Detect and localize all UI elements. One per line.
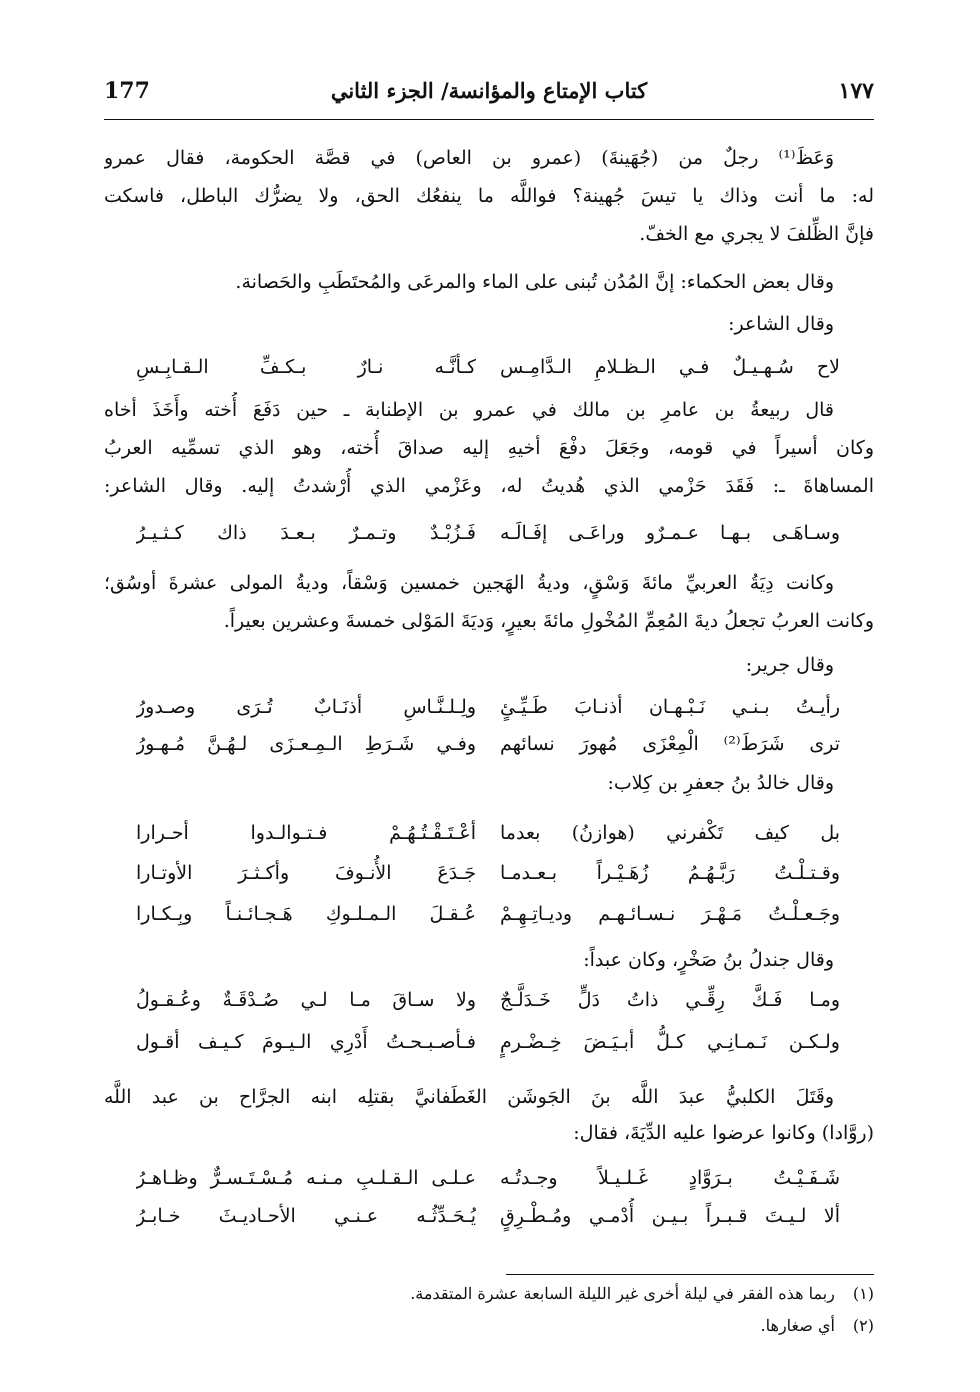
verse-line	[104, 896, 874, 932]
verse-first-hemistich: بل كيف تَكْفرني (هوازنُ) بعدما	[500, 822, 840, 844]
text-line: وقَتَلَ الكلبيُّ عبدَ اللَّه بنَ الجَوشَن الغَطَفانيَّ بقتلِه ابنه الجرَّاح بن عبد اللَّه	[104, 1086, 834, 1108]
text-line: له: ما أنت وذاك يا تيسَ جُهينة؟ فواللَّه ما ينفعُك الحق، ولا يضرُّك الباطل، فاسكت	[104, 185, 874, 207]
footnote-text: أي صغارها.	[760, 1316, 835, 1335]
verse-second-hemistich: عـلـى الـقـلـبِ مـنـه مُـسْـتَـسـرٌّ وظـاهـرُ	[136, 1167, 476, 1189]
footnote-number: (١)	[852, 1284, 874, 1303]
verse-line	[104, 855, 874, 891]
text-line: المساهاةَ ـ: فَقَدَ حَزْمي الذي هُديتُ له، وعَزْمي الذي أُرْشدتُ إليه. وقال الشاعر:	[104, 475, 874, 497]
verse-second-hemistich: فـأصـبـحـتُ أَدْرِي الـيـومَ كـيـف أقـول	[136, 1031, 476, 1053]
verse-line	[104, 1024, 874, 1060]
verse-line	[104, 726, 874, 762]
verse-second-hemistich: فَـزُبْـدٌ وتـمـرٌ بـعـدَ ذاك كـثـيـرُ	[136, 522, 476, 544]
text-line: وقال جندلُ بنُ صَخْرٍ، وكان عبداً:	[583, 949, 834, 971]
verse-first-hemistich: وقـتـلْـتُ رَبَّـهُـمُ زُهَـيْـراً بـعـدمـا	[500, 862, 840, 884]
verse-second-hemistich: عُـقـلَ الـمـلـوكِ هَـجـائـنـاً وبِـكـارا	[136, 903, 476, 925]
verse-line	[104, 1160, 874, 1196]
footnote-text: ربما هذه الفقر في ليلة أخرى غير الليلة السابعة عشرة المتقدمة.	[410, 1284, 835, 1303]
verse-second-hemistich: جَـدَعَ الأُنـوفَ وأكـثـرَ الأوتـارا	[136, 862, 476, 884]
text-line: وكانت العربُ تجعلُ ديةَ المُعِمِّ المُخْولِ مائةَ بعيرٍ، وَديَةَ المَوْلى خمسةَ وعشرين بعيراً.	[223, 610, 874, 632]
text-line: (روَّادا) وكانوا عرضوا عليه الدِّيَةَ، فقال:	[573, 1122, 874, 1144]
verse-line	[104, 1198, 874, 1234]
page-header	[104, 72, 874, 120]
footnote-rule	[506, 1274, 874, 1275]
verse-second-hemistich: أعْـتَـقْـتُـهُـمْ فـتـوالـدوا أحـرارا	[136, 822, 476, 844]
footnote-number: (٢)	[852, 1316, 874, 1335]
verse-first-hemistich: رأيـتُ بـنـي نَـبْـهـان أذنـابَ طَـيِّـئٍ	[500, 696, 840, 718]
verse-second-hemistich: وفـي شَـرَطِ الـمِـعـزَى لـهُـنَّ مُـهـورُ	[136, 733, 476, 755]
page-number-arabic: ١٧٧	[838, 78, 874, 104]
header-rule	[104, 119, 874, 120]
verse-first-hemistich: لاح سُـهـيـلٌ فـي الـظـلامِ الـدَّامِـس	[500, 356, 840, 378]
text-line: وقال بعض الحكماء: إنَّ المُدُن تُبنى على الماء والمرعَى والمُحتَطَبِ والحَصانة.	[235, 271, 834, 293]
verse-line	[104, 815, 874, 851]
text-line: وَعَظَ⁽¹⁾ رجلٌ من (جُهَينةَ) (عمرو بن العاص) في قصَّة الحكومة، فقال عمرو	[104, 147, 834, 169]
verse-first-hemistich: ألا لـيـتَ قـبـراً بـيـن أُدْمـي ومُـطْـرِقٍ	[500, 1205, 840, 1227]
text-line: قال ربيعةُ بن عامرِ بن مالك في عمرو بن الإطنابة ـ حين دَفَعَ أُخته وأَخَذَ أخاه	[104, 399, 834, 421]
verse-second-hemistich: ولا سـاقَ مـا لـي صُـدْقَـةٌ وعُـقـولُ	[136, 989, 476, 1011]
text-line: فإنَّ الظِّلفَ لا يجري مع الخفّ.	[639, 223, 874, 245]
verse-second-hemistich: ولِـلـنَّـاسِ أذنَـابٌ تُـرَى وصـدورُ	[136, 696, 476, 718]
verse-first-hemistich: شَـفَـيْـتُ بـرَوَّادٍ غَـلـيـلاً وجـدتُـه	[500, 1167, 840, 1189]
page-number: 177	[104, 78, 150, 104]
footnote	[104, 1312, 874, 1340]
verse-line	[104, 982, 874, 1018]
text-line: وكان أسيراً في قومه، وجَعَلَ دفْعَ أخيهِ إليه صداقَ أُخته، وهو الذي تسمِّيه العربُ	[104, 437, 874, 459]
verse-first-hemistich: وسـاهَـى بـهـا عـمـرٌو وراعَـى إفَـالَـه	[500, 522, 840, 544]
verse-line	[104, 349, 874, 385]
verse-line	[104, 689, 874, 725]
verse-second-hemistich: يُـحَـدِّثُـه عـنـي الأحـاديـثَ خـابـرُ	[136, 1205, 476, 1227]
running-title: كتاب الإمتاع والمؤانسة/ الجزء الثاني	[330, 78, 648, 103]
verse-first-hemistich: وجَـعـلْـتُ مَـهْـرَ نـسـائـهـم وديـاتِـهِـمْ	[500, 903, 840, 925]
text-line: وقال الشاعر:	[728, 313, 834, 335]
text-line: وقال جرير:	[745, 654, 834, 676]
verse-first-hemistich: ولـكـن نَـمـانِـي كـلُّ أبـيَـضَ خِـضْـرمٍ	[500, 1031, 840, 1053]
footnote	[104, 1280, 874, 1308]
text-line: وقال خالدُ بنُ جعفرِ بن كِلاب:	[607, 772, 834, 794]
verse-line	[104, 515, 874, 551]
verse-second-hemistich: كـأنَّـه نـارٌ بـكـفِّ الـقـابِـسِ	[136, 356, 476, 378]
verse-first-hemistich: ومـا فَـكَّ رِقِّـي ذاتُ دَلٍّ خَـدَلَّـجٌ	[500, 989, 840, 1011]
text-line: وكانت دِيَةُ العربيِّ مائةَ وَسْقٍ، وديةُ الهَجين خمسين وَسْقاً، وديةُ المولى عشرةَ أوسُق؛	[104, 572, 834, 594]
verse-first-hemistich: ترى شَرَطَ⁽²⁾ الْمِعْزَى مُهورَ نسائهم	[500, 733, 840, 755]
